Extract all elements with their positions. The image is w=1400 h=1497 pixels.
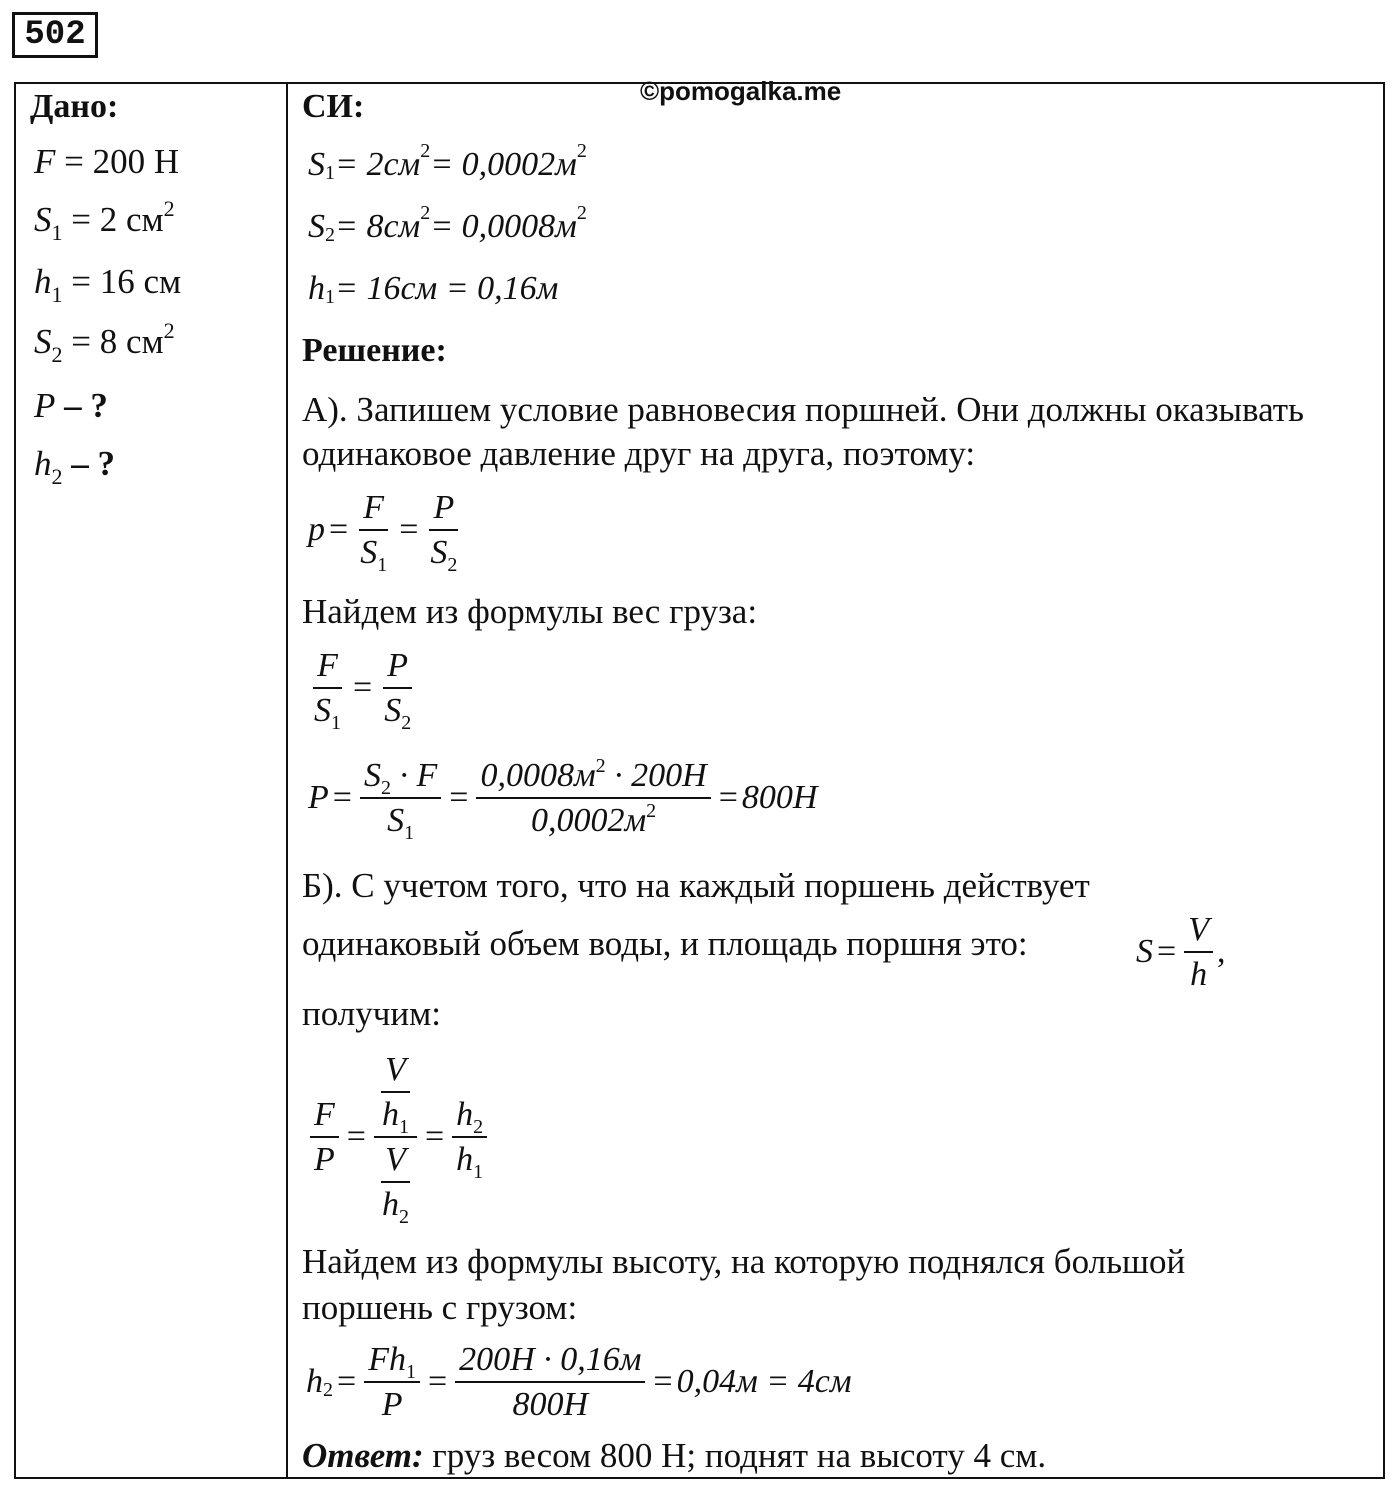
f4-h1: h xyxy=(381,1096,399,1134)
find-height-line2: поршень с грузом: xyxy=(302,1288,578,1327)
f4-rd-sub: 1 xyxy=(473,1161,484,1184)
f1-num1: F xyxy=(359,488,388,531)
f2-den1: S xyxy=(314,692,331,730)
f4-h2: h xyxy=(381,1186,399,1224)
f3-rhs: 800H xyxy=(741,779,818,817)
f4-h1-sub: 1 xyxy=(398,1116,409,1139)
f3-num2-sup: 2 xyxy=(595,755,606,777)
given-value: – ? xyxy=(55,386,108,425)
f4-v1: V xyxy=(381,1050,410,1093)
formula-height: h 2 = $\frac{Fh_1}{P}$ = $\frac{200H \cdot 0,16м}{800H}$ = 0,04м = 4см xyxy=(306,1341,852,1424)
f5-den2: 800H xyxy=(512,1386,589,1424)
formula-equilibrium: $\frac{F}{S_1}$ = $\frac{P}{S_2}$ xyxy=(314,647,412,735)
problem-number: 502 xyxy=(12,12,98,58)
given-row xyxy=(34,444,115,489)
f2-den2-sub: 2 xyxy=(401,712,412,735)
part-b-line3: получим: xyxy=(302,994,441,1033)
si-sym: S xyxy=(308,146,325,183)
given-value: = 2 см xyxy=(62,200,164,239)
f4-rn-sub: 2 xyxy=(473,1116,484,1139)
si-sym: h xyxy=(308,270,325,307)
find-weight-text: Найдем из формулы вес груза: xyxy=(302,592,758,631)
formula-weight: P = $\frac{S_2 \cdot F}{S_1}$ = $\frac{0,0008м^2 \cdot 200H}{0,0002м^2}$ = 800H xyxy=(308,755,818,845)
solution-header: Решение: xyxy=(302,332,447,369)
f4-den1: P xyxy=(314,1141,335,1179)
si-b-sup: 2 xyxy=(576,201,587,224)
si-a-sup: 2 xyxy=(420,201,431,224)
f1-num2: P xyxy=(429,488,458,531)
f3-den2a: 0,0002м xyxy=(530,802,647,840)
f3-den2-sup: 2 xyxy=(646,800,657,823)
si-a: = 16см = 0,16м xyxy=(335,270,559,307)
watermark: ©pomogalka.me xyxy=(640,76,842,106)
column-divider xyxy=(286,82,288,1479)
f3-num2b: · 200H xyxy=(605,757,707,794)
f3-num1a: S xyxy=(363,757,381,794)
f3-num2a: 0,0008м xyxy=(480,757,596,794)
formula-area: S = $\frac{V}{h}$ , xyxy=(1136,911,1226,994)
f5-lhs: h xyxy=(306,1363,323,1401)
given-symbol: S xyxy=(34,322,52,361)
given-subscript: 1 xyxy=(51,220,63,245)
f4-v2: V xyxy=(381,1140,410,1183)
given-symbol: h xyxy=(34,444,52,483)
given-subscript: 2 xyxy=(51,342,63,367)
f1-den2: S xyxy=(430,534,448,572)
si-a: = 2см xyxy=(335,146,421,183)
given-row xyxy=(34,142,179,182)
given-row xyxy=(34,386,108,426)
given-row xyxy=(34,318,175,367)
given-superscript: 2 xyxy=(163,196,175,221)
given-subscript: 2 xyxy=(51,464,63,489)
f1-den2-sub: 2 xyxy=(447,554,458,577)
f3-lhs: P xyxy=(308,779,329,817)
f1-den1: S xyxy=(360,534,378,572)
si-row xyxy=(308,201,587,246)
si-sub: 1 xyxy=(325,285,335,308)
f1-den1-sub: 1 xyxy=(377,554,388,577)
fS-lhs: S xyxy=(1136,933,1153,971)
f5-num2: 200H · 0,16м xyxy=(455,1340,645,1383)
fS-tail: , xyxy=(1216,933,1226,971)
fS-num: V xyxy=(1184,910,1213,953)
si-header: СИ: xyxy=(302,88,365,125)
given-value: = 16 см xyxy=(62,262,182,301)
answer-label: Ответ: xyxy=(302,1436,424,1475)
f5-den1: P xyxy=(381,1386,403,1424)
si-b-sup: 2 xyxy=(576,139,587,162)
part-b-line2: одинаковый объем воды, и площадь поршня это: xyxy=(302,924,1028,963)
si-row xyxy=(308,139,587,184)
f4-rd: h xyxy=(456,1141,474,1179)
answer-line xyxy=(302,1436,1046,1476)
given-symbol: P xyxy=(34,386,56,425)
si-b: = 0,0002м xyxy=(430,146,577,183)
f3-den1: S xyxy=(387,802,405,840)
given-value: – ? xyxy=(62,444,115,483)
given-symbol: h xyxy=(34,262,52,301)
si-sub: 2 xyxy=(325,223,335,246)
find-height-line1: Найдем из формулы высоту, на которую поднялся большой xyxy=(302,1242,1186,1281)
f3-num1-sub: 2 xyxy=(380,777,391,799)
si-a: = 8см xyxy=(335,208,421,245)
f5-rhs: 0,04м = 4см xyxy=(676,1363,852,1401)
f5-lhs-sub: 2 xyxy=(323,1378,333,1401)
part-b-line1: Б). С учетом того, что на каждый поршень действует xyxy=(302,866,1090,905)
f2-num1: F xyxy=(313,646,342,689)
part-a-text: А). Запишем условие равновесия поршней. Они должны оказывать одинаковое давление друг на друга, поэтому: xyxy=(302,390,1305,473)
si-sub: 1 xyxy=(325,161,335,184)
given-subscript: 1 xyxy=(51,282,63,307)
given-row xyxy=(34,262,182,307)
answer-text: груз весом 800 Н; поднят на высоту 4 см. xyxy=(423,1436,1047,1475)
formula-ratio: $\frac{F}{P}$ = $\frac{\frac{V}{h_1}}{\frac{V}{h_2}}$ = $\frac{h_2}{h_1}$ xyxy=(306,1050,491,1224)
si-b: = 0,0008м xyxy=(430,208,577,245)
given-value: = 200 Н xyxy=(55,142,180,181)
f4-rn: h xyxy=(456,1096,474,1134)
si-a-sup: 2 xyxy=(420,139,431,162)
f2-num2: P xyxy=(383,646,412,689)
given-symbol: F xyxy=(34,142,56,181)
fS-den: h xyxy=(1190,956,1208,994)
f4-num1: F xyxy=(310,1095,339,1138)
f3-num1b: · F xyxy=(390,757,438,794)
given-symbol: S xyxy=(34,200,52,239)
f3-den1-sub: 1 xyxy=(404,822,415,845)
given-value: = 8 см xyxy=(62,322,164,361)
f5-num1: Fh xyxy=(368,1341,406,1378)
f2-den1-sub: 1 xyxy=(331,712,341,735)
given-header: Дано: xyxy=(30,88,119,125)
si-row xyxy=(308,270,558,308)
si-sym: S xyxy=(308,208,325,245)
given-superscript: 2 xyxy=(163,318,175,343)
f2-den2: S xyxy=(384,692,402,730)
f5-num1-sub: 1 xyxy=(405,1361,416,1383)
f4-h2-sub: 2 xyxy=(398,1206,409,1229)
given-row xyxy=(34,196,175,245)
formula-pressure: p = $\frac{F}{S_1}$ = $\frac{P}{S_2}$ xyxy=(308,489,458,577)
formula-pressure-lhs: p xyxy=(308,511,325,549)
